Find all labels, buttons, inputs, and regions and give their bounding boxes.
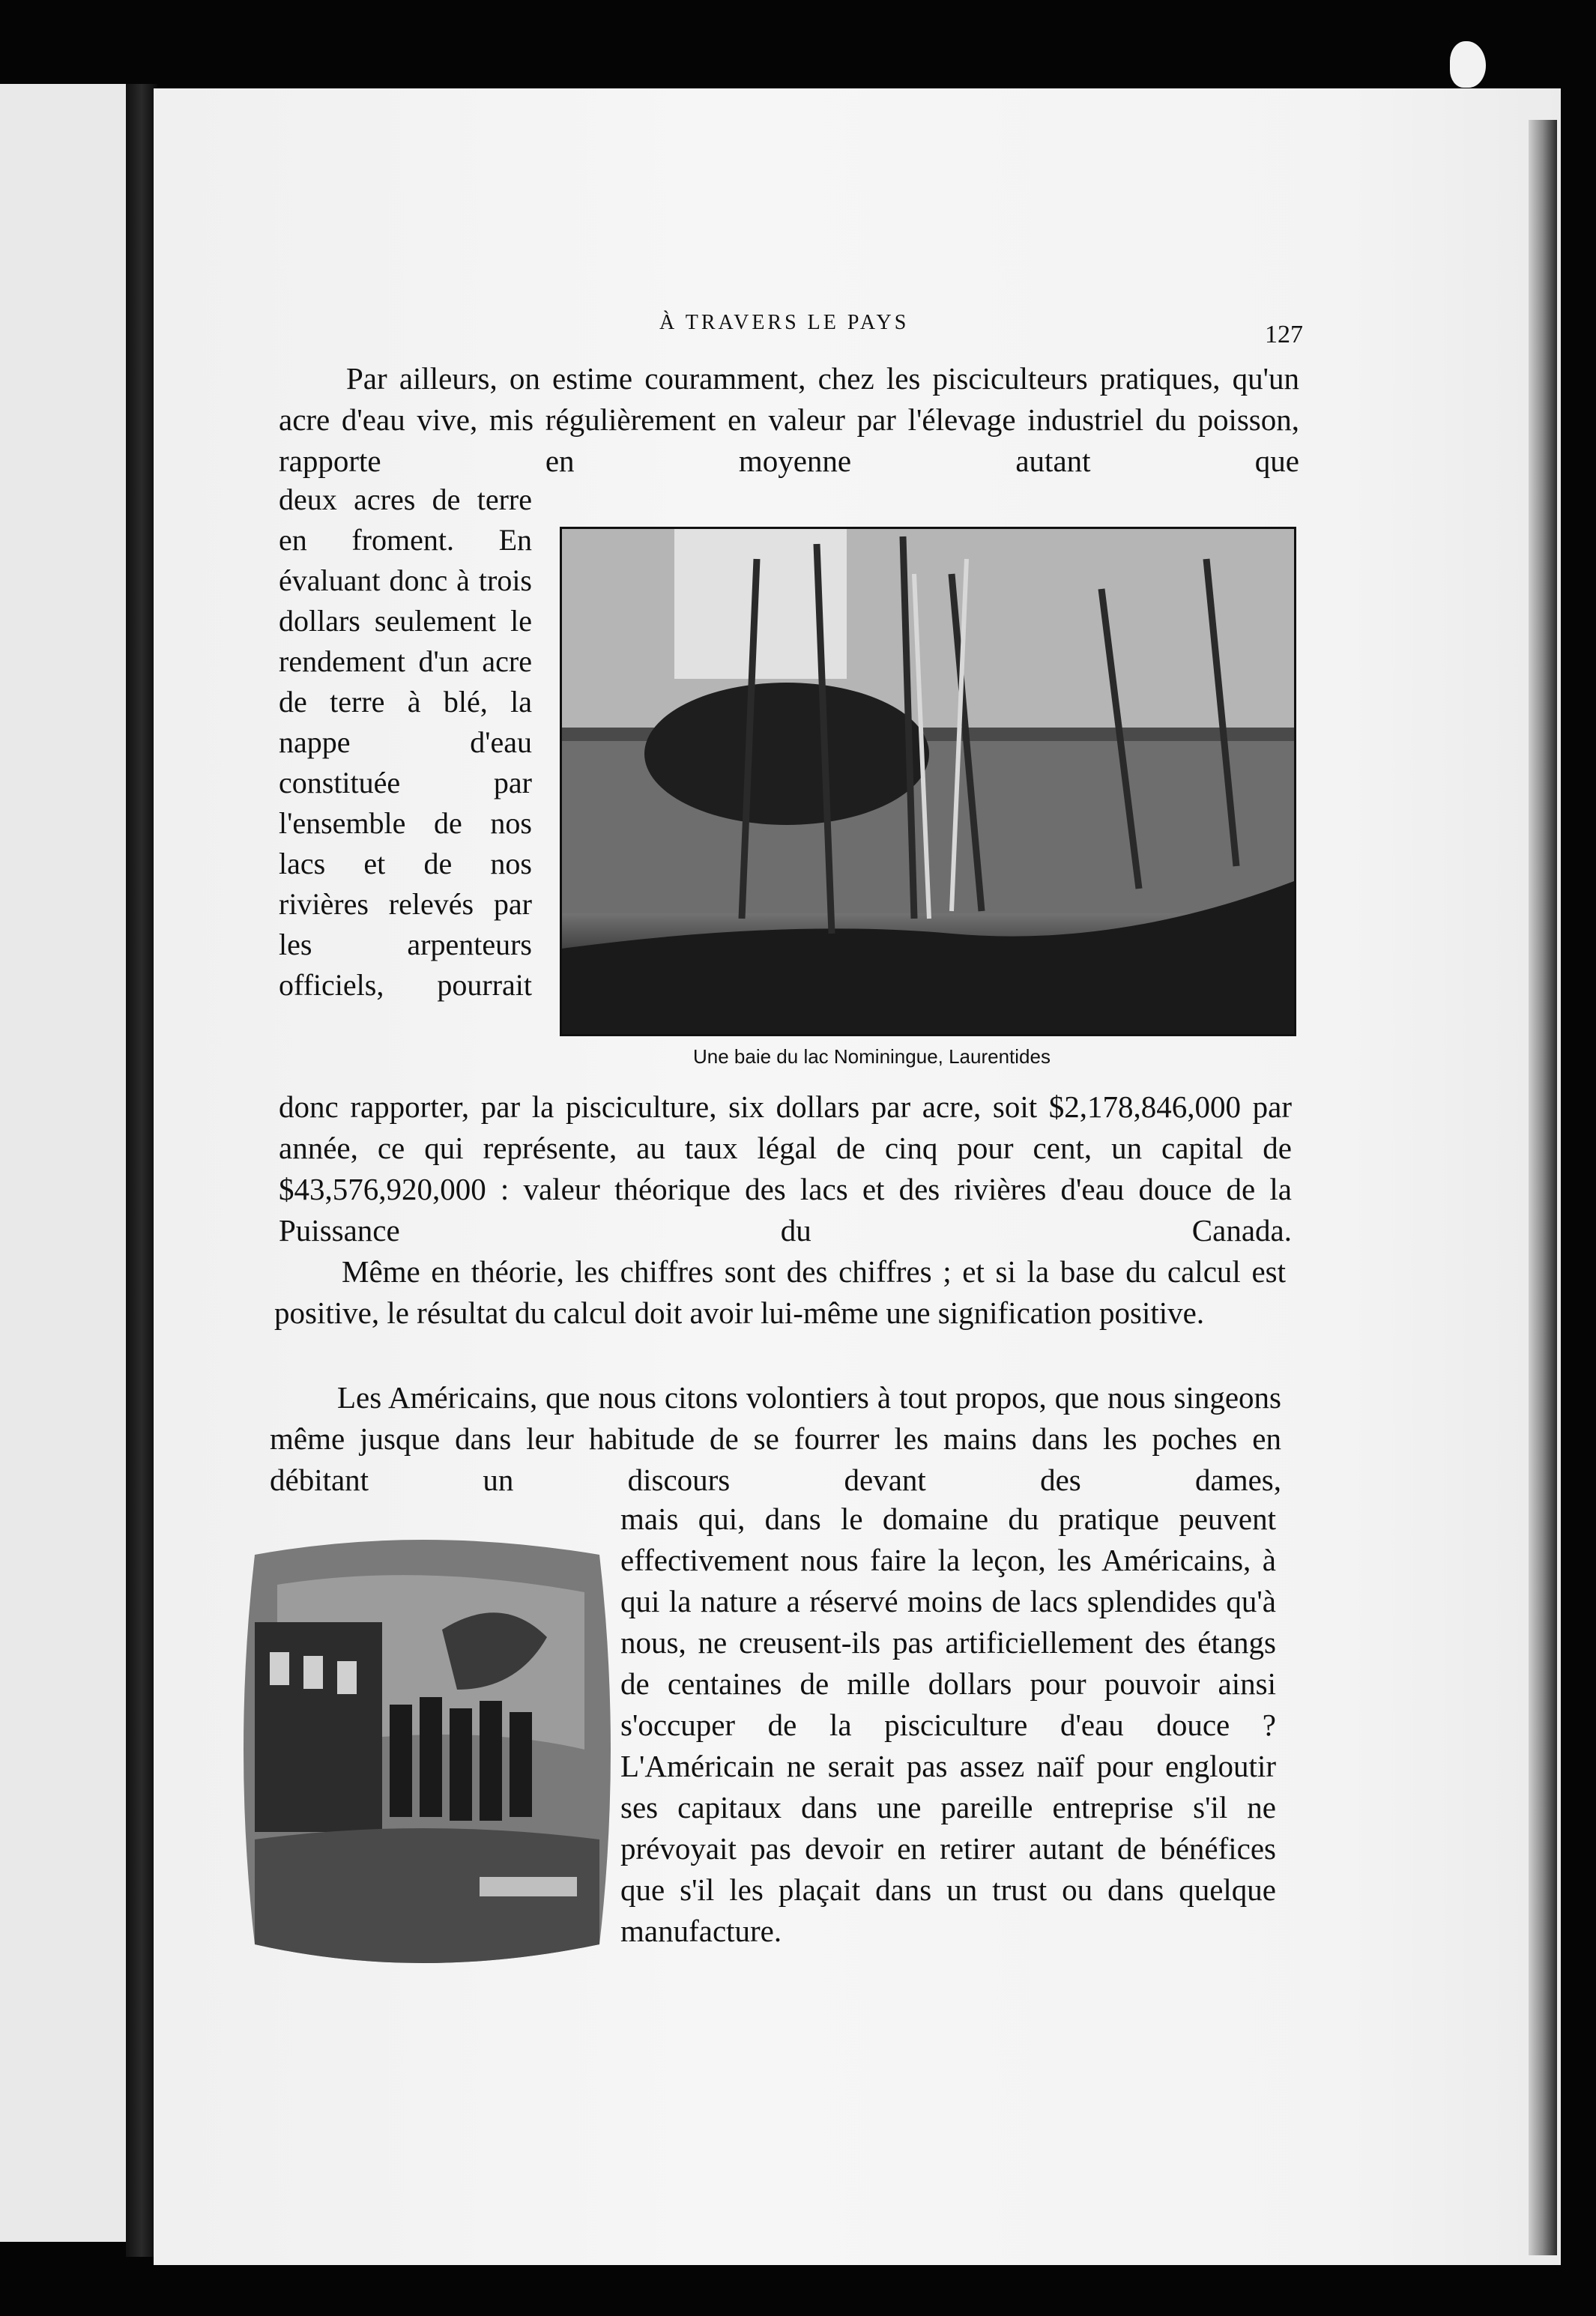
train-station-vignette: [232, 1525, 614, 1974]
paragraph-1-end: donc rapporter, par la pisciculture, six dollars par acre, soit $2,178,846,000 par année, ce qui représente, au taux légal de cinq pour cent, un capital de $43,576,920,000 : valeur théorique des lacs et des rivières d'eau douce de la Puissance du Canada.: [279, 1089, 1292, 1248]
paragraph-1-full-width: Par ailleurs, on estime couramment, chez les pisciculteurs pratiques, qu'un acre d'eau vive, mis régulièrement en valeur par l'élevage industriel du poisson, rapporte en moyenne autant que: [279, 361, 1299, 478]
running-title: À TRAVERS LE PAYS: [659, 311, 910, 334]
page-edge-right: [1529, 120, 1557, 2255]
paragraph-3-full-width: Les Américains, que nous citons volontiers à tout propos, que nous singeons même jusque dans leur habitude de se fourrer les mains dans les poches en débitant un discours devant des dames,: [270, 1380, 1281, 1497]
lake-photograph: [560, 527, 1296, 1036]
lake-photo-caption: Une baie du lac Nominingue, Laurentides: [693, 1045, 1051, 1068]
left-page-edge: [0, 84, 126, 2242]
book-binding: [126, 84, 157, 2257]
lake-photo-image: [562, 529, 1294, 1034]
paragraph-3-narrow-column: mais qui, dans le domaine du pratique peuvent effectivement nous faire la leçon, les Américains, à qui la nature a réservé moins de lacs splendides qu'à nous, ne creusent-ils pas artificiellement des étangs de centaines de mille dollars pour pouvoir ainsi s'occuper de la pisciculture d'eau douce ? L'Américain ne serait pas assez naïf pour engloutir ses capitaux dans une pareille entreprise s'il ne prévoyait pas devoir en retirer autant de bénéfices que s'il les plaçait dans un trust ou dans quelque manufacture.: [620, 1502, 1276, 1948]
scan-speck: [1450, 41, 1486, 88]
paragraph-1-narrow-column: deux acres de terre en froment. En évaluant donc à trois dollars seulement le rendement d'un acre de terre à blé, la nappe d'eau constituée par l'ensemble de nos lacs et de nos rivières relevés par les arpenteurs officiels, pourrait: [279, 483, 532, 1002]
train-vignette-image: [232, 1525, 614, 1974]
page-number: 127: [1265, 321, 1303, 348]
paragraph-2: Même en théorie, les chiffres sont des chiffres ; et si la base du calcul est positive, le résultat du calcul doit avoir lui-même une signification positive.: [274, 1254, 1286, 1330]
